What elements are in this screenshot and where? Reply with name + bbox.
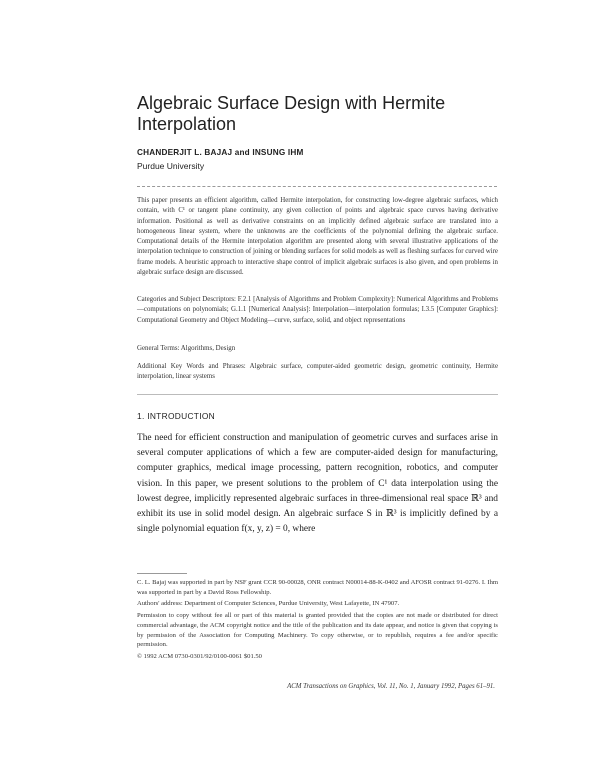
affiliation: Purdue University <box>137 161 205 171</box>
authors: CHANDERJIT L. BAJAJ and INSUNG IHM <box>137 148 304 157</box>
footnote-rule <box>137 573 187 574</box>
categories-text: F.2.1 [Analysis of Algorithms and Problem Complexity]: Numerical Algorithms and Problems—computations on polynomials; G.1.1 [Numerical Analysis]: Interpolation—interpolation formulas; I.3.5 [Computer Graphics]: Computational Geometry and Object Modeling—curve, surface, solid, and object representations <box>137 296 499 324</box>
keywords-label: Additional Key Words and Phrases: <box>137 363 246 370</box>
general-terms-label: General Terms: <box>137 345 180 352</box>
footnote-funding: C. L. Bajaj was supported in part by NSF grant CCR 90-00028, ONR contract N00014-88-K-0402 and AFOSR contract 91-0276. I. Ihm was supported in part by a David Ross Fellowship. <box>137 579 498 596</box>
footnote-address: Authors' address: Department of Computer Sciences, Purdue University, West Lafayette, IN 47907. <box>137 600 400 608</box>
title-divider <box>137 186 497 187</box>
keywords <box>137 362 498 383</box>
categories-label: Categories and Subject Descriptors: <box>137 296 236 303</box>
introduction-paragraph: The need for efficient construction and manipulation of geometric curves and surfaces arise in several computer applications of which a few are computer-aided design for manufacturing, computer graphics, medical image processing, pattern recognition, robotics, and computer vision. In this paper, we present solutions to the problem of C¹ data interpolation using the lowest degree, implicitly represented algebraic surfaces in three-dimensional real space ℝ³ and exhibit its use in solid model design. An algebraic surface S in ℝ³ is implicitly defined by a single polynomial equation f(x, y, z) = 0, where <box>137 433 498 535</box>
section-heading-introduction: 1. INTRODUCTION <box>137 411 216 421</box>
abstract: This paper presents an efficient algorithm, called Hermite interpolation, for constructing low-degree algebraic surfaces, which contain, with C¹ or tangent plane continuity, any given collection of points and algebraic space curves having derivative information. Positional as well as derivative constraints on an implicitly defined algebraic surface are translated into a homogeneous linear system, where the unknowns are the coefficients of the polynomial defining the algebraic surface. Computational details of the Hermite interpolation algorithm are presented along with several illustrative applications of the interpolation technique to construction of joining or blending surfaces for solid models as well as fleshing surfaces for curved wire frame models. A heuristic approach to interactive shape control of implicit algebraic surfaces is also given, and open problems in algebraic surface design are discussed. <box>137 197 498 277</box>
section-rule <box>137 394 498 395</box>
footnote-permission: Permission to copy without fee all or part of this material is granted provided that the copies are not made or distributed for direct commercial advantage, the ACM copyright notice and the title of the publication and its date appear, and notice is given that copying is by permission of the Association for Computing Machinery. To copy otherwise, or to republish, requires a fee and/or specific permission. <box>137 612 498 649</box>
general-terms <box>137 344 498 354</box>
footnote-copyright: © 1992 ACM 0730-0301/92/0100-0061 $01.50 <box>137 652 262 660</box>
categories-descriptors <box>137 295 498 326</box>
general-terms-text: Algorithms, Design <box>180 345 236 352</box>
paper-title: Algebraic Surface Design with Hermite Interpolation <box>137 93 446 134</box>
running-foot: ACM Transactions on Graphics, Vol. 11, No. 1, January 1992, Pages 61–91. <box>287 683 495 690</box>
keywords-text: Algebraic surface, computer-aided geometric design, geometric continuity, Hermite interpolation, linear systems <box>137 363 499 381</box>
footnotes <box>137 578 498 664</box>
